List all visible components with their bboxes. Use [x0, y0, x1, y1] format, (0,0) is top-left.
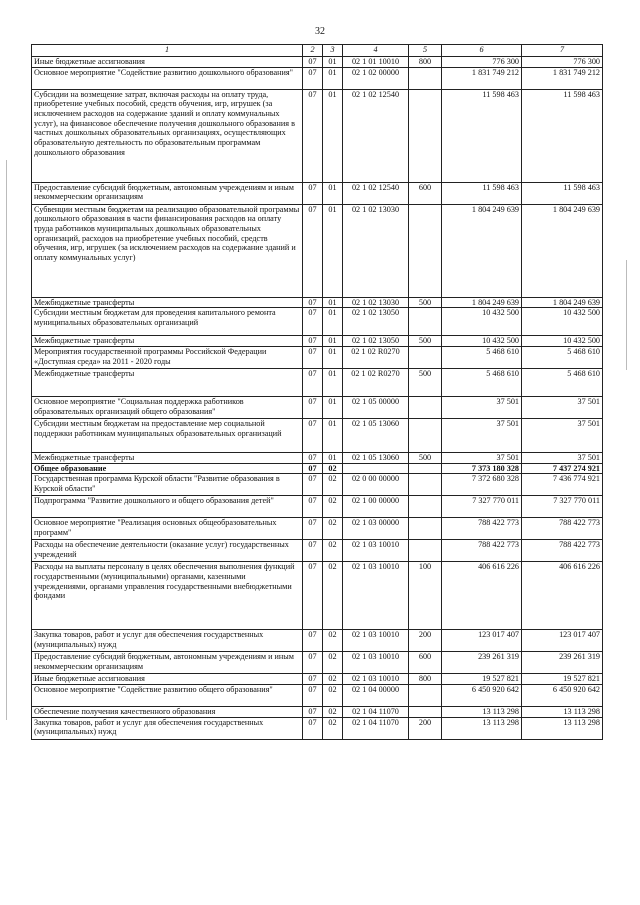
row-name: Мероприятия государственной программы Российской Федерации «Доступная среда» на 2011 - 2020 годы [32, 347, 303, 369]
row-expense-type [409, 397, 442, 419]
row-amount-year2: 7 436 774 921 [522, 474, 603, 496]
row-amount-year1: 6 450 920 642 [442, 685, 522, 707]
row-section: 07 [303, 717, 323, 739]
row-name: Предоставление субсидий бюджетным, автономным учреждениям и иным некоммерческим организациям [32, 182, 303, 204]
row-subsection: 02 [323, 474, 343, 496]
row-target-article: 02 1 03 10010 [343, 562, 409, 630]
row-expense-type [409, 419, 442, 453]
row-section: 07 [303, 397, 323, 419]
row-expense-type [409, 474, 442, 496]
row-target-article: 02 1 00 00000 [343, 496, 409, 518]
row-amount-year1: 13 113 298 [442, 717, 522, 739]
row-name: Межбюджетные трансферты [32, 297, 303, 308]
row-target-article: 02 1 05 00000 [343, 397, 409, 419]
table-row [32, 474, 603, 496]
row-section: 07 [303, 419, 323, 453]
row-target-article: 02 1 05 13060 [343, 419, 409, 453]
row-subsection: 01 [323, 308, 343, 336]
row-expense-type [409, 518, 442, 540]
table-row [32, 652, 603, 674]
row-amount-year2: 6 450 920 642 [522, 685, 603, 707]
row-expense-type [409, 685, 442, 707]
row-target-article: 02 1 03 10010 [343, 674, 409, 685]
row-target-article: 02 1 03 10010 [343, 652, 409, 674]
row-subsection: 01 [323, 397, 343, 419]
row-subsection: 01 [323, 369, 343, 397]
row-target-article: 02 1 01 10010 [343, 57, 409, 68]
row-subsection: 01 [323, 453, 343, 464]
row-name: Иные бюджетные ассигнования [32, 57, 303, 68]
row-subsection: 01 [323, 67, 343, 89]
row-amount-year1: 11 598 463 [442, 182, 522, 204]
table-row [32, 717, 603, 739]
row-amount-year2: 37 501 [522, 397, 603, 419]
row-expense-type: 200 [409, 630, 442, 652]
page-number: 32 [315, 26, 325, 37]
row-name: Основное мероприятие "Содействие развитию дошкольного образования" [32, 67, 303, 89]
row-target-article: 02 1 02 00000 [343, 67, 409, 89]
row-section: 07 [303, 562, 323, 630]
row-amount-year2: 1 831 749 212 [522, 67, 603, 89]
row-name: Субсидии местным бюджетам на предоставление мер социальной поддержки работникам муниципальных образовательных организаций [32, 419, 303, 453]
row-amount-year1: 406 616 226 [442, 562, 522, 630]
row-target-article: 02 1 04 00000 [343, 685, 409, 707]
table-row [32, 518, 603, 540]
table-row [32, 89, 603, 182]
header-row [32, 45, 603, 57]
budget-table [31, 44, 603, 740]
row-amount-year1: 788 422 773 [442, 518, 522, 540]
row-section: 07 [303, 474, 323, 496]
row-target-article: 02 1 03 00000 [343, 518, 409, 540]
row-subsection: 01 [323, 57, 343, 68]
row-expense-type [409, 496, 442, 518]
row-subsection: 01 [323, 297, 343, 308]
row-amount-year2: 1 804 249 639 [522, 297, 603, 308]
scan-edge-left [6, 160, 7, 720]
row-expense-type: 200 [409, 717, 442, 739]
table-row [32, 347, 603, 369]
row-target-article: 02 1 02 12540 [343, 89, 409, 182]
row-section: 07 [303, 707, 323, 718]
row-amount-year2: 5 468 610 [522, 347, 603, 369]
row-subsection: 01 [323, 347, 343, 369]
row-amount-year2: 37 501 [522, 419, 603, 453]
row-amount-year1: 10 432 500 [442, 308, 522, 336]
row-amount-year2: 19 527 821 [522, 674, 603, 685]
row-amount-year2: 788 422 773 [522, 540, 603, 562]
row-expense-type: 500 [409, 369, 442, 397]
row-amount-year2: 776 300 [522, 57, 603, 68]
row-section: 07 [303, 369, 323, 397]
row-section: 07 [303, 57, 323, 68]
row-expense-type: 500 [409, 297, 442, 308]
row-amount-year2: 10 432 500 [522, 336, 603, 347]
row-amount-year2: 5 468 610 [522, 369, 603, 397]
table-row [32, 308, 603, 336]
row-name: Обеспечение получения качественного образования [32, 707, 303, 718]
row-expense-type: 800 [409, 57, 442, 68]
table-row [32, 707, 603, 718]
row-amount-year1: 5 468 610 [442, 347, 522, 369]
header-cell: 6 [442, 45, 522, 57]
header-cell: 5 [409, 45, 442, 57]
scan-edge-right [626, 260, 627, 370]
row-amount-year2: 13 113 298 [522, 707, 603, 718]
row-subsection: 02 [323, 562, 343, 630]
row-amount-year1: 1 804 249 639 [442, 204, 522, 297]
row-amount-year2: 11 598 463 [522, 89, 603, 182]
row-subsection: 02 [323, 674, 343, 685]
row-section: 07 [303, 630, 323, 652]
row-amount-year1: 7 372 680 328 [442, 474, 522, 496]
row-amount-year2: 7 437 274 921 [522, 463, 603, 474]
row-section: 07 [303, 347, 323, 369]
row-section: 07 [303, 336, 323, 347]
row-name: Основное мероприятие "Содействие развитию общего образования" [32, 685, 303, 707]
table-row [32, 562, 603, 630]
row-section: 07 [303, 652, 323, 674]
row-section: 07 [303, 540, 323, 562]
row-name: Субсидии на возмещение затрат, включая расходы на оплату труда, приобретение учебных пособий, средств обучения, игр, игрушек (за исключением расходов на содержание зданий и оплату коммунальных услуг), на финансовое обеспечение получения дошкольного образования в частных дошкольных образовательных организациях, осуществляющих образовательную деятельность по образовательным программам дошкольного образования [32, 89, 303, 182]
row-amount-year1: 7 327 770 011 [442, 496, 522, 518]
row-amount-year2: 10 432 500 [522, 308, 603, 336]
row-name: Иные бюджетные ассигнования [32, 674, 303, 685]
row-subsection: 02 [323, 496, 343, 518]
row-section: 07 [303, 67, 323, 89]
row-section: 07 [303, 182, 323, 204]
row-target-article: 02 0 00 00000 [343, 474, 409, 496]
row-expense-type: 100 [409, 562, 442, 630]
row-subsection: 02 [323, 717, 343, 739]
row-amount-year1: 19 527 821 [442, 674, 522, 685]
row-amount-year1: 776 300 [442, 57, 522, 68]
table-row [32, 204, 603, 297]
row-amount-year2: 13 113 298 [522, 717, 603, 739]
row-amount-year1: 123 017 407 [442, 630, 522, 652]
row-section: 07 [303, 453, 323, 464]
table-row [32, 397, 603, 419]
row-amount-year2: 123 017 407 [522, 630, 603, 652]
row-expense-type [409, 89, 442, 182]
row-amount-year1: 37 501 [442, 397, 522, 419]
row-subsection: 02 [323, 540, 343, 562]
row-name: Субсидии местным бюджетам для проведения капитального ремонта муниципальных образовательных организаций [32, 308, 303, 336]
row-expense-type: 600 [409, 652, 442, 674]
header-cell: 2 [303, 45, 323, 57]
header-cell: 7 [522, 45, 603, 57]
row-expense-type [409, 204, 442, 297]
row-section: 07 [303, 685, 323, 707]
row-section: 07 [303, 308, 323, 336]
row-expense-type: 500 [409, 336, 442, 347]
row-subsection: 01 [323, 89, 343, 182]
row-amount-year1: 11 598 463 [442, 89, 522, 182]
table-row [32, 496, 603, 518]
row-target-article: 02 1 02 13030 [343, 297, 409, 308]
row-section: 07 [303, 463, 323, 474]
header-cell: 1 [32, 45, 303, 57]
table-row [32, 540, 603, 562]
row-target-article: 02 1 02 13050 [343, 308, 409, 336]
row-expense-type: 500 [409, 453, 442, 464]
row-target-article: 02 1 04 11070 [343, 707, 409, 718]
row-subsection: 02 [323, 685, 343, 707]
row-amount-year1: 239 261 319 [442, 652, 522, 674]
row-name: Закупка товаров, работ и услуг для обеспечения государственных (муниципальных) нужд [32, 630, 303, 652]
row-amount-year1: 10 432 500 [442, 336, 522, 347]
row-name: Расходы на обеспечение деятельности (оказание услуг) государственных учреждений [32, 540, 303, 562]
row-expense-type: 800 [409, 674, 442, 685]
row-target-article: 02 1 03 10010 [343, 540, 409, 562]
row-subsection: 01 [323, 182, 343, 204]
row-amount-year2: 406 616 226 [522, 562, 603, 630]
row-amount-year2: 1 804 249 639 [522, 204, 603, 297]
table-row [32, 419, 603, 453]
row-name: Основное мероприятие "Реализация основных общеобразовательных программ" [32, 518, 303, 540]
row-expense-type [409, 707, 442, 718]
row-section: 07 [303, 496, 323, 518]
table-row [32, 297, 603, 308]
row-subsection: 02 [323, 652, 343, 674]
row-amount-year1: 37 501 [442, 419, 522, 453]
row-target-article: 02 1 02 13050 [343, 336, 409, 347]
table-row [32, 453, 603, 464]
row-target-article: 02 1 02 12540 [343, 182, 409, 204]
row-amount-year1: 13 113 298 [442, 707, 522, 718]
row-subsection: 02 [323, 463, 343, 474]
row-expense-type [409, 463, 442, 474]
row-target-article: 02 1 02 13030 [343, 204, 409, 297]
row-name: Закупка товаров, работ и услуг для обеспечения государственных (муниципальных) нужд [32, 717, 303, 739]
row-target-article [343, 463, 409, 474]
row-target-article: 02 1 03 10010 [343, 630, 409, 652]
row-expense-type [409, 347, 442, 369]
row-target-article: 02 1 04 11070 [343, 717, 409, 739]
row-section: 07 [303, 518, 323, 540]
row-expense-type [409, 540, 442, 562]
row-name: Государственная программа Курской области "Развитие образования в Курской области" [32, 474, 303, 496]
table-row [32, 336, 603, 347]
row-subsection: 01 [323, 419, 343, 453]
row-name: Субвенции местным бюджетам на реализацию образовательной программы дошкольного образования в части финансирования расходов на оплату труда работников муниципальных дошкольных образовательных организаций, расходов на приобретение учебных пособий, средств обучения, игр, игрушек (за исключением расходов на содержание зданий и оплату коммунальных услуг) [32, 204, 303, 297]
table-row [32, 57, 603, 68]
row-name: Основное мероприятие "Социальная поддержка работников образовательных организаций общего образования" [32, 397, 303, 419]
row-section: 07 [303, 204, 323, 297]
row-expense-type: 600 [409, 182, 442, 204]
table-row [32, 182, 603, 204]
row-section: 07 [303, 89, 323, 182]
row-section: 07 [303, 674, 323, 685]
row-amount-year2: 37 501 [522, 453, 603, 464]
row-target-article: 02 1 02 R0270 [343, 347, 409, 369]
table-row [32, 369, 603, 397]
row-target-article: 02 1 02 R0270 [343, 369, 409, 397]
row-amount-year1: 7 373 180 328 [442, 463, 522, 474]
row-name: Подпрограмма "Развитие дошкольного и общего образования детей" [32, 496, 303, 518]
row-name: Предоставление субсидий бюджетным, автономным учреждениям и иным некоммерческим организациям [32, 652, 303, 674]
row-expense-type [409, 308, 442, 336]
row-subsection: 02 [323, 630, 343, 652]
row-amount-year1: 788 422 773 [442, 540, 522, 562]
row-name: Расходы на выплаты персоналу в целях обеспечения выполнения функций государственными (муниципальными) органами, казенными учреждениями, органами управления государственными внебюджетными фондами [32, 562, 303, 630]
row-subsection: 02 [323, 518, 343, 540]
table-row [32, 674, 603, 685]
header-cell: 3 [323, 45, 343, 57]
row-name: Межбюджетные трансферты [32, 336, 303, 347]
row-amount-year2: 11 598 463 [522, 182, 603, 204]
table-row [32, 67, 603, 89]
row-amount-year1: 1 831 749 212 [442, 67, 522, 89]
row-subsection: 01 [323, 336, 343, 347]
row-amount-year2: 788 422 773 [522, 518, 603, 540]
row-amount-year1: 1 804 249 639 [442, 297, 522, 308]
row-target-article: 02 1 05 13060 [343, 453, 409, 464]
table-row [32, 630, 603, 652]
table-row [32, 463, 603, 474]
row-amount-year2: 239 261 319 [522, 652, 603, 674]
table-row [32, 685, 603, 707]
row-subsection: 01 [323, 204, 343, 297]
row-name: Межбюджетные трансферты [32, 453, 303, 464]
row-section: 07 [303, 297, 323, 308]
row-expense-type [409, 67, 442, 89]
row-amount-year1: 5 468 610 [442, 369, 522, 397]
row-amount-year1: 37 501 [442, 453, 522, 464]
row-name: Общее образование [32, 463, 303, 474]
row-name: Межбюджетные трансферты [32, 369, 303, 397]
row-amount-year2: 7 327 770 011 [522, 496, 603, 518]
header-cell: 4 [343, 45, 409, 57]
row-subsection: 02 [323, 707, 343, 718]
